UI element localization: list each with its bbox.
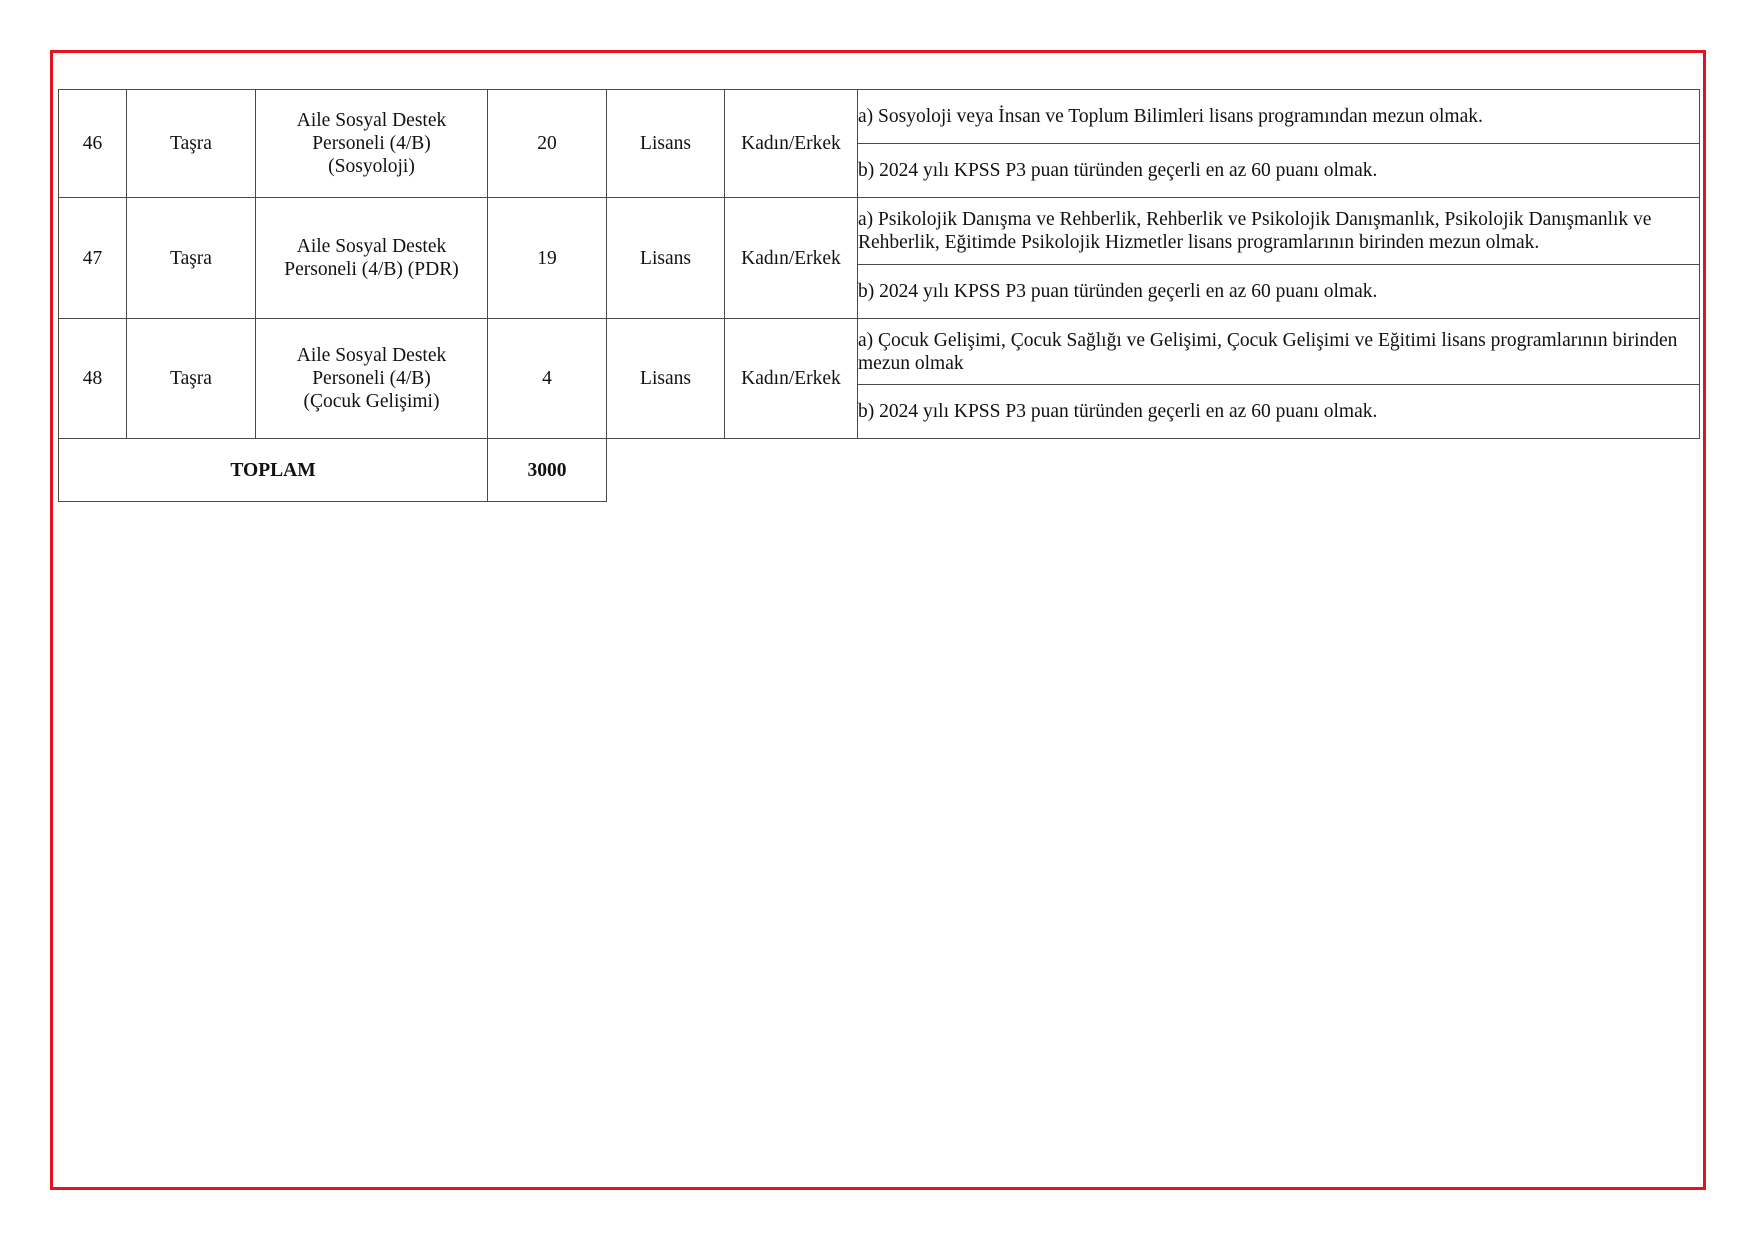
table-row-46 xyxy=(59,90,1700,144)
total-label: TOPLAM xyxy=(59,439,488,502)
cell-count: 20 xyxy=(488,90,607,198)
position-line: Aile Sosyal Destek xyxy=(296,236,447,257)
cell-requirement-b: b) 2024 yılı KPSS P3 puan türünden geçerli en az 60 puanı olmak. xyxy=(858,385,1700,439)
cell-position xyxy=(256,90,488,198)
cell-location: Taşra xyxy=(127,90,256,198)
cell-count: 4 xyxy=(488,319,607,439)
cell-gender: Kadın/Erkek xyxy=(725,90,858,198)
position-line: (Çocuk Gelişimi) xyxy=(303,391,440,412)
cell-count: 19 xyxy=(488,198,607,319)
position-line: Aile Sosyal Destek xyxy=(296,110,447,131)
empty-space xyxy=(607,439,1700,502)
cell-no: 48 xyxy=(59,319,127,439)
cell-position xyxy=(256,198,488,319)
cell-requirement-a: a) Sosyoloji veya İnsan ve Toplum Bilimleri lisans programından mezun olmak. xyxy=(858,90,1700,144)
position-line: (Sosyoloji) xyxy=(328,156,415,177)
cell-education: Lisans xyxy=(607,319,725,439)
cell-location: Taşra xyxy=(127,198,256,319)
cell-requirement-a: a) Çocuk Gelişimi, Çocuk Sağlığı ve Gelişimi, Çocuk Gelişimi ve Eğitimi lisans programlarının birinden mezun olmak xyxy=(858,319,1700,385)
cell-requirement-b: b) 2024 yılı KPSS P3 puan türünden geçerli en az 60 puanı olmak. xyxy=(858,265,1700,319)
table-row-48 xyxy=(59,319,1700,385)
cell-requirement-b: b) 2024 yılı KPSS P3 puan türünden geçerli en az 60 puanı olmak. xyxy=(858,144,1700,198)
cell-position xyxy=(256,319,488,439)
staff-table xyxy=(58,89,1700,502)
total-value: 3000 xyxy=(488,439,607,502)
cell-education: Lisans xyxy=(607,198,725,319)
cell-gender: Kadın/Erkek xyxy=(725,319,858,439)
position-line: Personeli (4/B) xyxy=(312,368,431,389)
position-line: Personeli (4/B) xyxy=(312,133,431,154)
cell-no: 47 xyxy=(59,198,127,319)
cell-location: Taşra xyxy=(127,319,256,439)
cell-requirement-a: a) Psikolojik Danışma ve Rehberlik, Rehberlik ve Psikolojik Danışmanlık, Psikolojik Danışmanlık ve Rehberlik, Eğitimde Psikolojik Hizmetler lisans programlarının birinden mezun olmak. xyxy=(858,198,1700,265)
cell-education: Lisans xyxy=(607,90,725,198)
position-line: Personeli (4/B) (PDR) xyxy=(284,259,459,280)
total-row xyxy=(59,439,1700,502)
position-line: Aile Sosyal Destek xyxy=(296,345,447,366)
cell-no: 46 xyxy=(59,90,127,198)
cell-gender: Kadın/Erkek xyxy=(725,198,858,319)
table-row-47 xyxy=(59,198,1700,265)
